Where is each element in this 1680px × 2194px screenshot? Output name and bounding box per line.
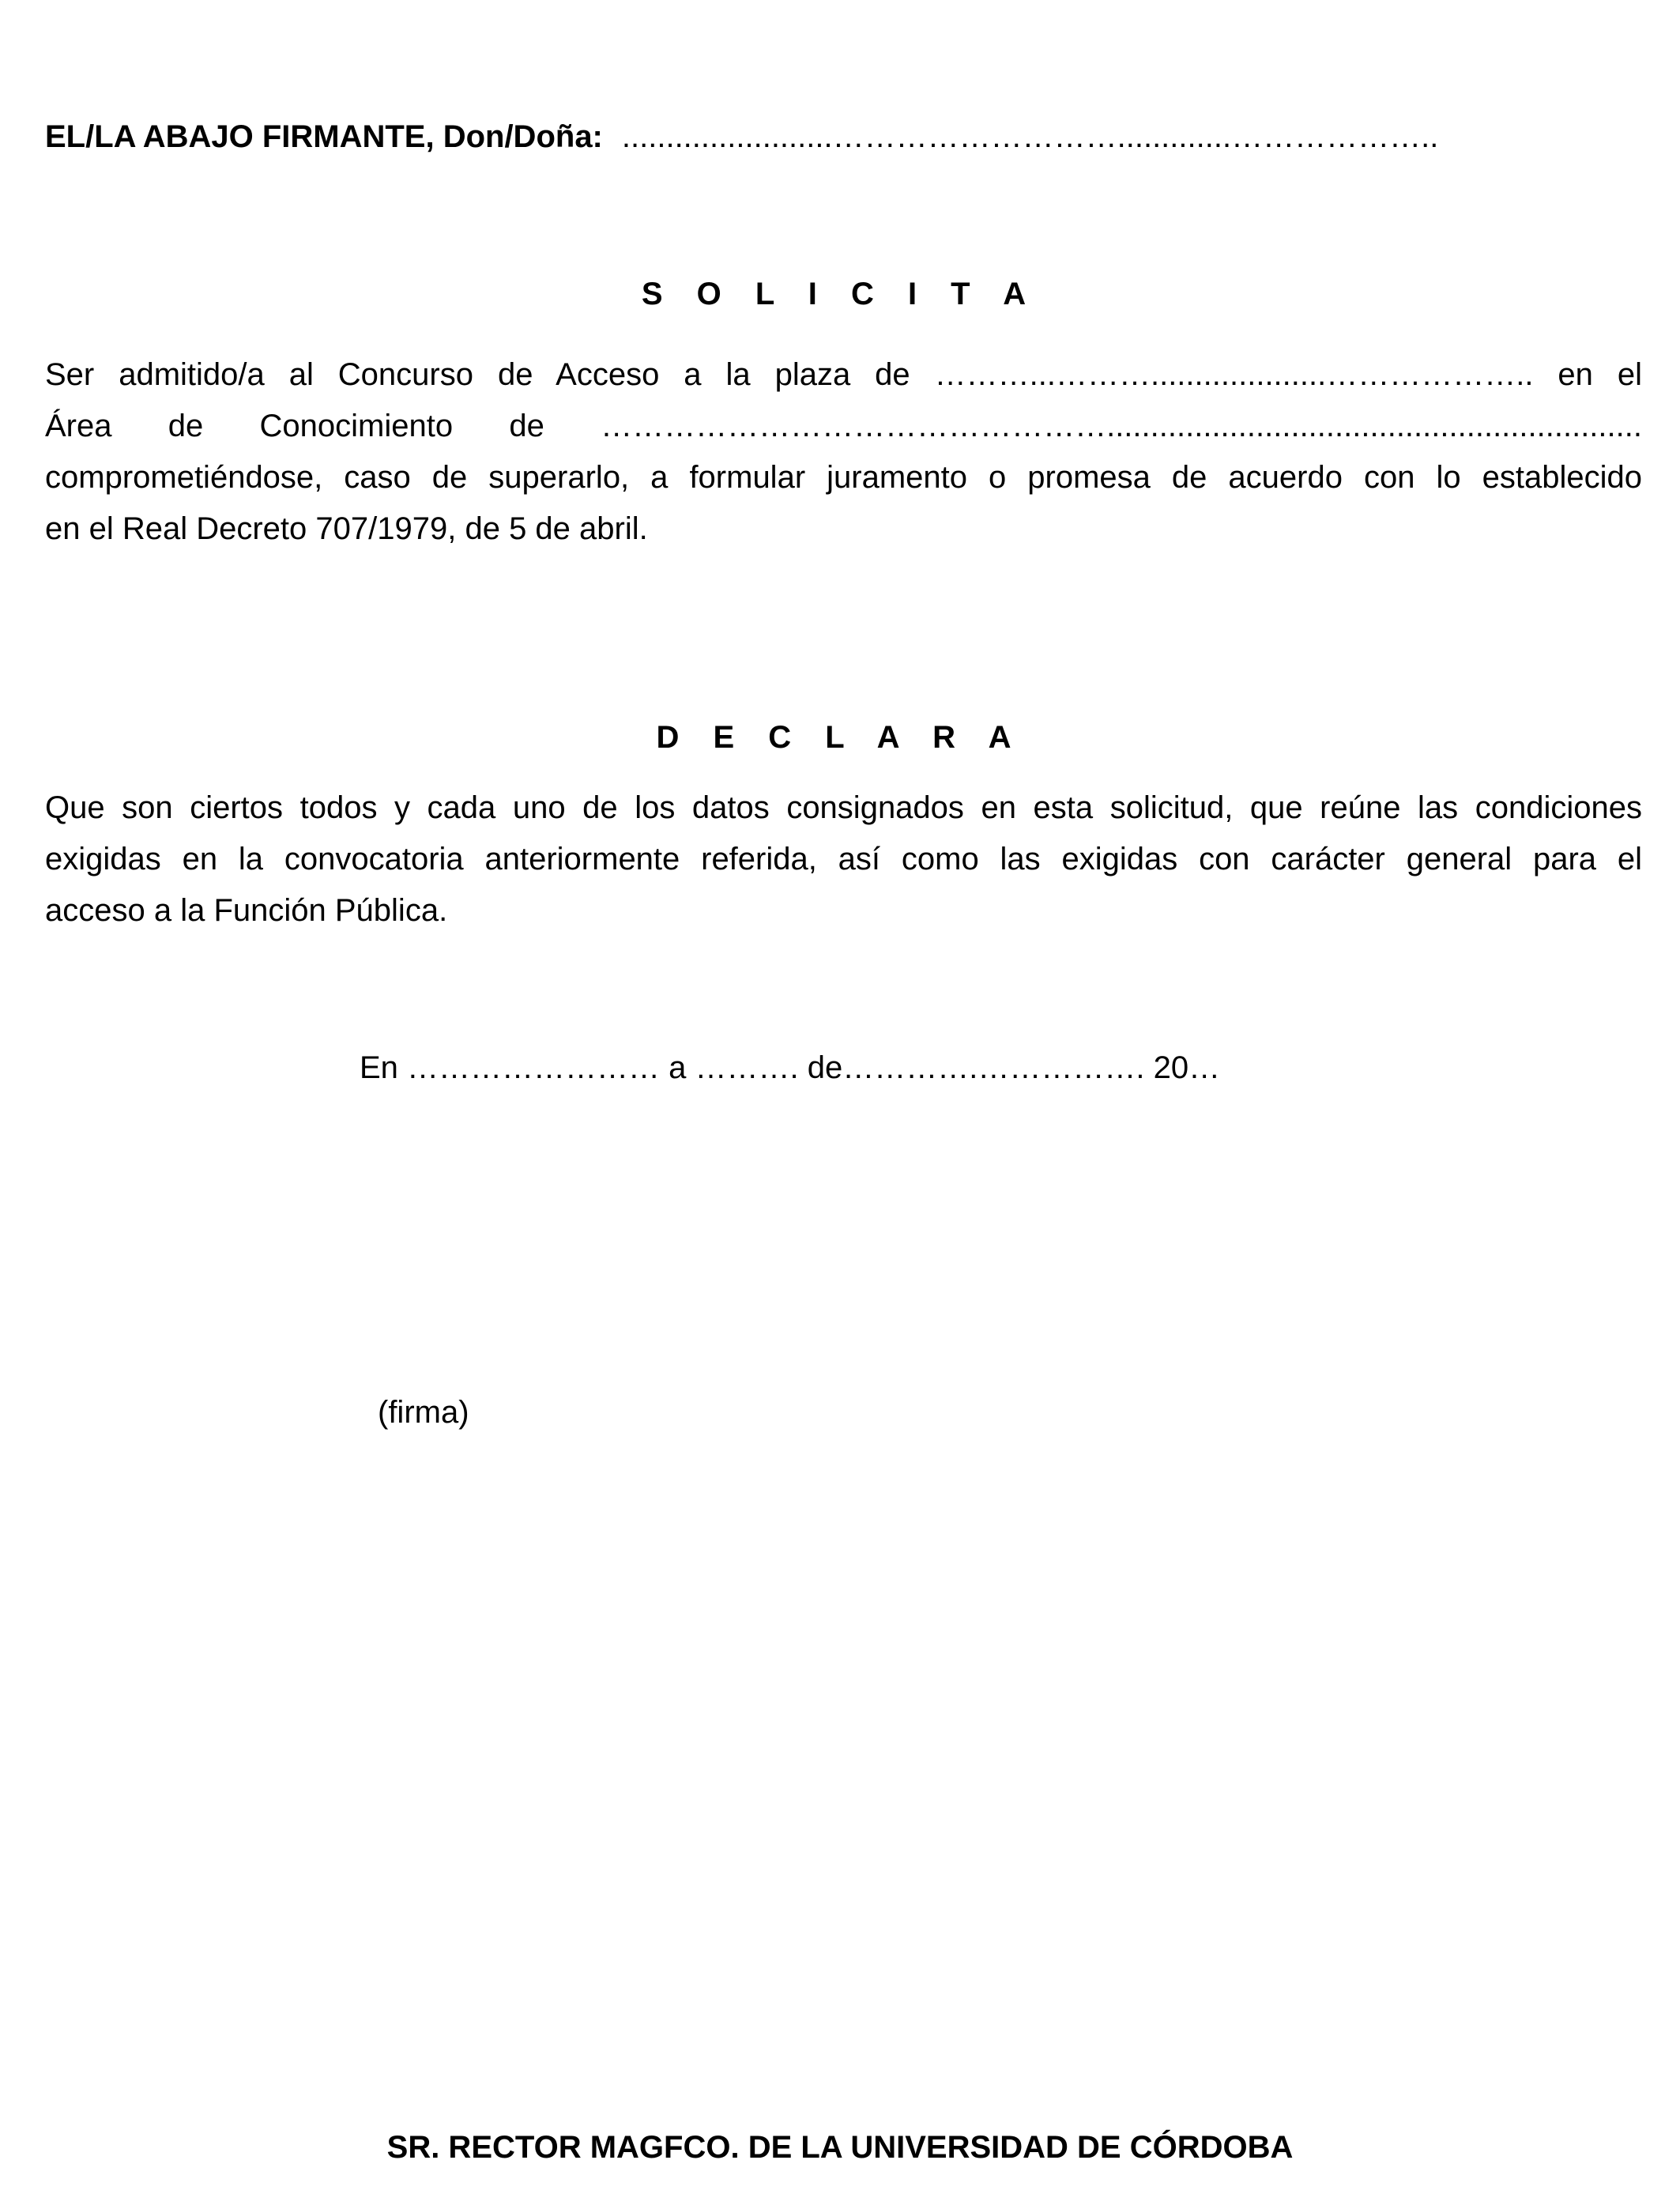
declara-paragraph bbox=[45, 782, 1642, 937]
solicita-line: Área de Conocimiento de …………………………………………............................................................. bbox=[45, 409, 1642, 443]
solicita-paragraph bbox=[45, 349, 1642, 555]
signatory-name-blank: ........................……………………….............……………….. bbox=[621, 119, 1439, 154]
solicita-line: Ser admitido/a al Concurso de Acceso a la plaza de ………...………....................……………….. en el bbox=[45, 357, 1642, 392]
signatory-label: EL/LA ABAJO FIRMANTE, Don/Doña: bbox=[45, 119, 603, 154]
signature-label: (firma) bbox=[378, 1395, 469, 1430]
declara-line: acceso a la Función Pública. bbox=[45, 893, 448, 928]
declara-heading: D E C L A R A bbox=[656, 720, 1024, 755]
declara-line: exigidas en la convocatoria anteriormente referida, así como las exigidas con carácter general para el bbox=[45, 842, 1642, 876]
place-date-line: En …………………… a ………. de………….……………. 20… bbox=[360, 1050, 1221, 1085]
solicita-line: en el Real Decreto 707/1979, de 5 de abril. bbox=[45, 511, 648, 546]
addressee-line: SR. RECTOR MAGFCO. DE LA UNIVERSIDAD DE CÓRDOBA bbox=[386, 2130, 1294, 2165]
declara-line: Que son ciertos todos y cada uno de los datos consignados en esta solicitud, que reúne las condiciones bbox=[45, 790, 1642, 825]
solicita-heading: S O L I C I T A bbox=[641, 277, 1039, 311]
solicita-line: comprometiéndose, caso de superarlo, a formular juramento o promesa de acuerdo con lo establecido bbox=[45, 460, 1642, 495]
signatory-line bbox=[45, 113, 1438, 160]
